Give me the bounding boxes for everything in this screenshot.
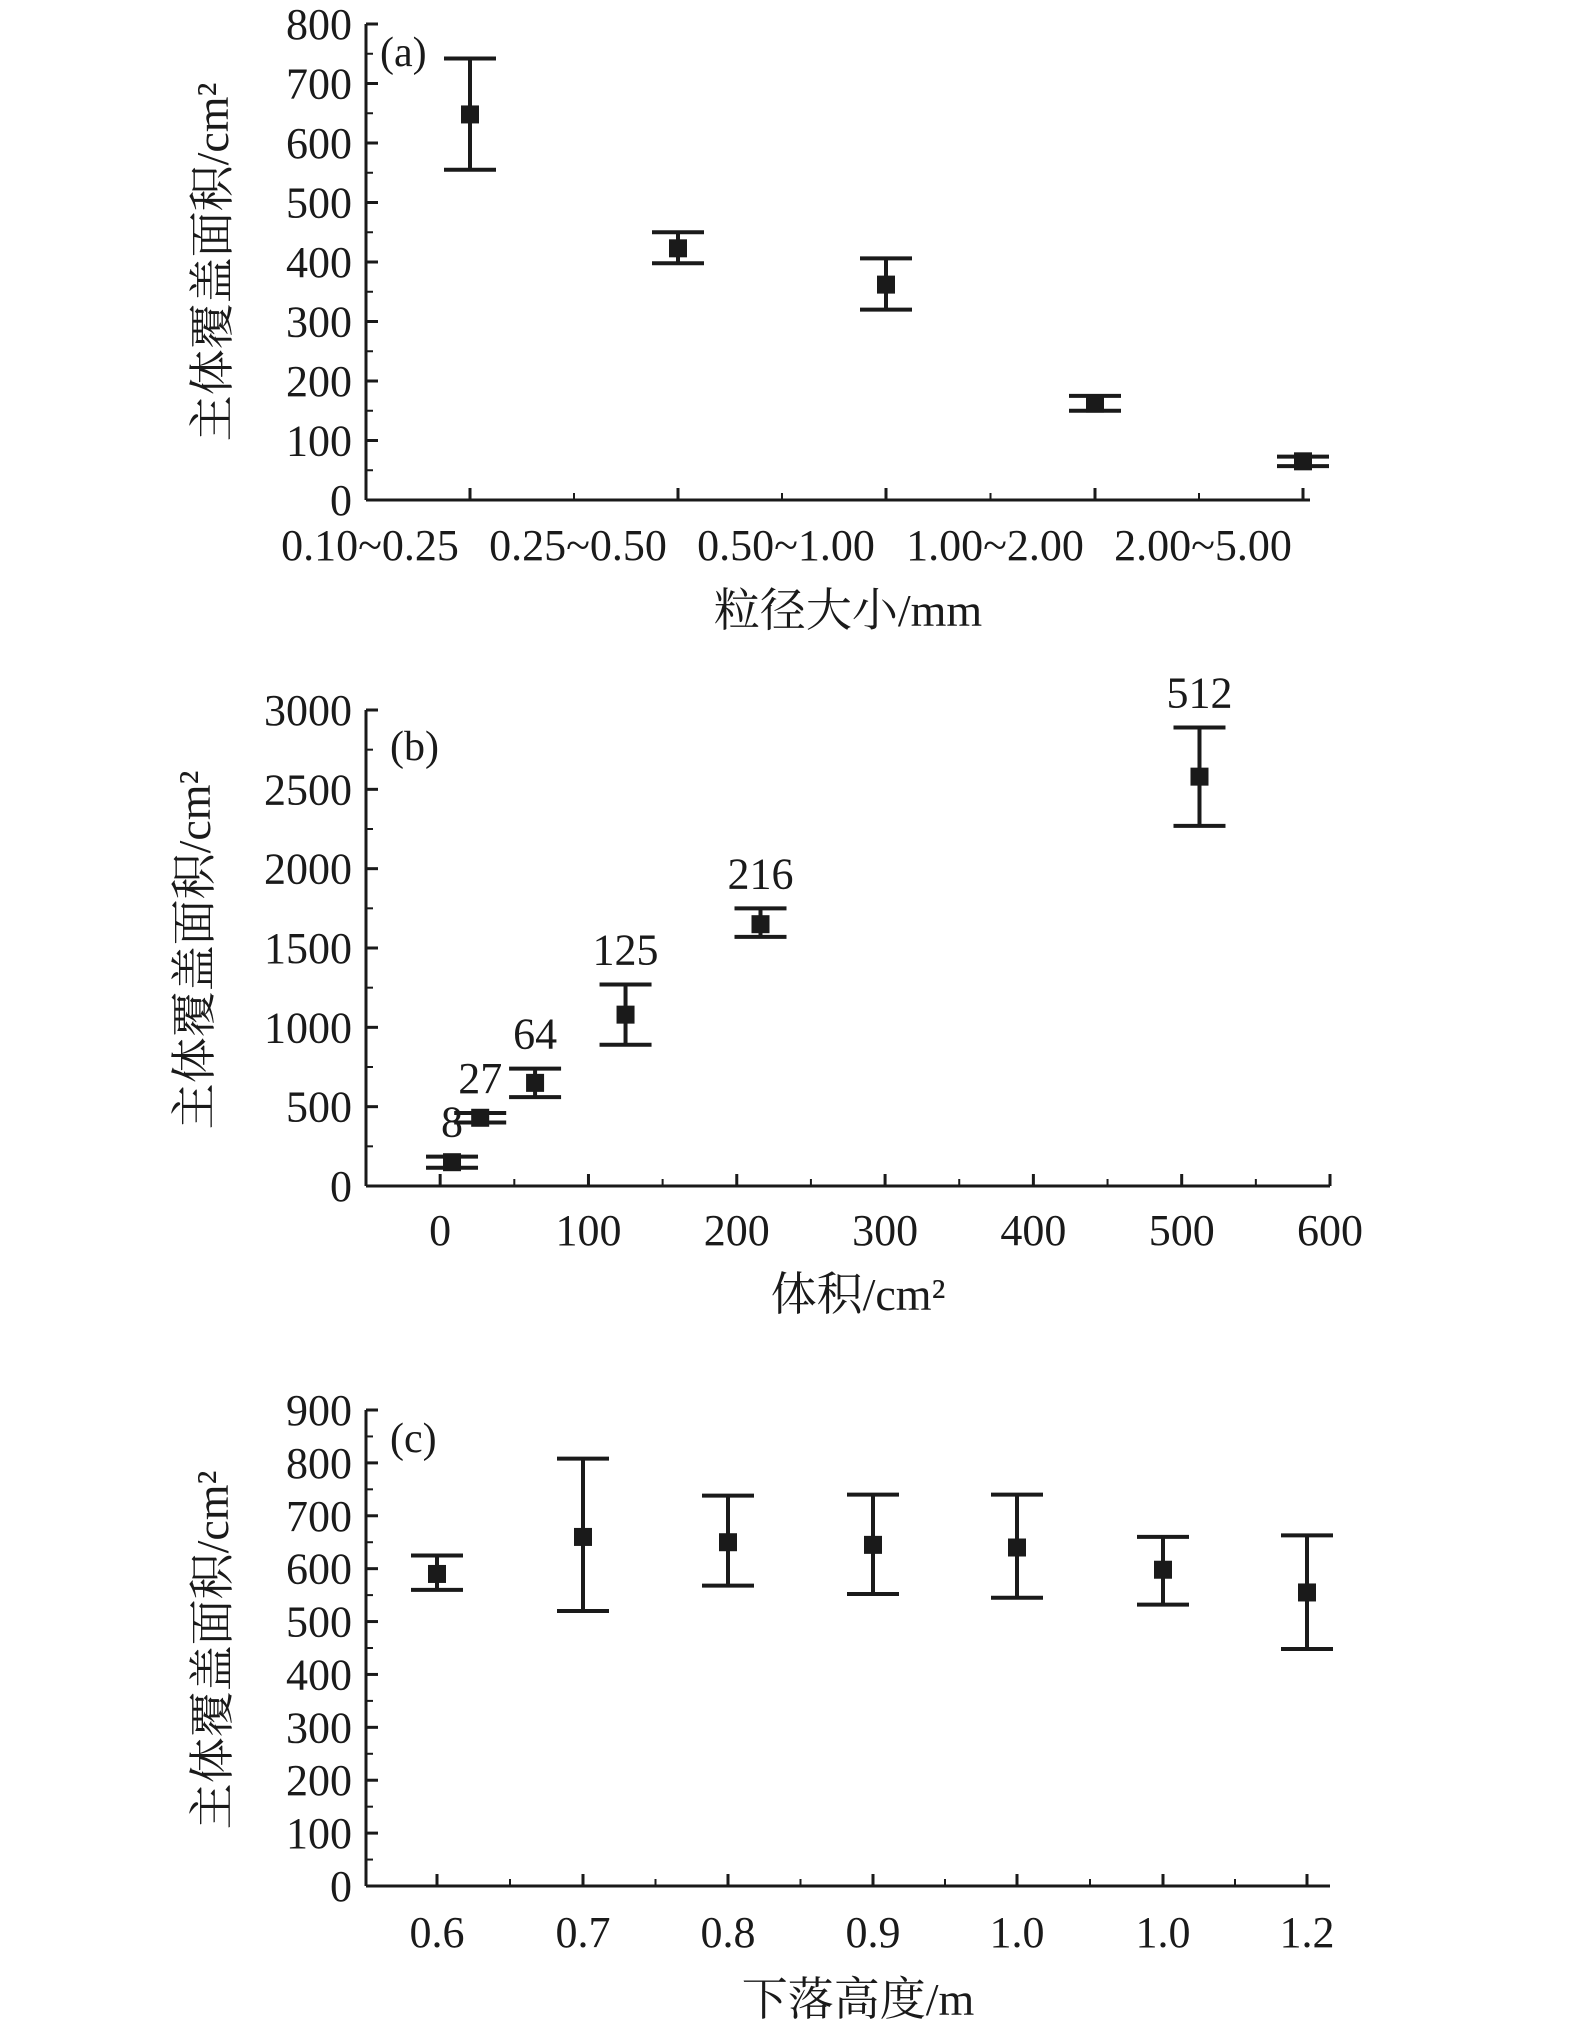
x-tick-label: 600: [1297, 1206, 1363, 1255]
x-tick-label: 100: [555, 1206, 622, 1255]
x-tick-label: 400: [1000, 1206, 1067, 1255]
y-tick-label: 200: [286, 357, 352, 406]
x-tick-label: 1.0: [989, 1908, 1045, 1957]
marker: [669, 239, 687, 257]
data-point: [991, 1495, 1043, 1598]
x-tick-label: 0.9: [845, 1908, 901, 1957]
y-tick-label: 700: [286, 59, 352, 109]
marker: [574, 1528, 592, 1546]
y-tick-label: 500: [286, 1082, 352, 1132]
y-tick-label: 0: [330, 1862, 352, 1911]
x-tick-label: 500: [1148, 1206, 1215, 1255]
y-tick-label: 300: [286, 297, 352, 347]
panel-c: [187, 1386, 1335, 2025]
x-tick-label: 1.2: [1279, 1908, 1335, 1957]
marker: [471, 1109, 489, 1127]
data-point: [426, 1098, 478, 1172]
y-tick-label: 500: [286, 178, 352, 228]
x-tick-label: 300: [852, 1206, 919, 1255]
x-tick-label: 200: [703, 1206, 770, 1255]
y-tick-label: 300: [286, 1703, 352, 1753]
y-axis-title: 主体覆盖面积/cm²: [169, 770, 220, 1130]
data-point: [1277, 452, 1329, 470]
data-point: [702, 1496, 754, 1586]
y-tick-label: 600: [286, 1544, 352, 1594]
x-tick-label: 0: [429, 1206, 452, 1255]
marker: [751, 915, 769, 933]
y-axis-title: 主体覆盖面积/cm²: [187, 1470, 238, 1830]
data-point: [444, 59, 496, 170]
y-tick-label: 2000: [264, 844, 352, 894]
x-tick-label: 0.7: [555, 1908, 611, 1957]
x-tick-label: 0.6: [409, 1908, 465, 1957]
y-tick-label: 100: [286, 416, 352, 466]
y-tick-label: 400: [286, 1650, 352, 1700]
y-tick-label: 0: [330, 476, 352, 525]
y-tick-label: 600: [286, 119, 352, 168]
marker: [1086, 395, 1104, 413]
y-tick-label: 3000: [264, 686, 352, 735]
y-tick-label: 100: [286, 1809, 352, 1859]
x-tick-label: 0.10~0.25: [281, 521, 459, 570]
data-point: [847, 1495, 899, 1594]
marker: [719, 1533, 737, 1551]
x-tick-label: 1.00~2.00: [906, 521, 1084, 570]
data-point: [557, 1459, 609, 1611]
panel-b: [169, 668, 1363, 1320]
data-point: [593, 925, 659, 1044]
y-tick-label: 700: [286, 1491, 352, 1541]
x-axis-title: 下落高度/m: [741, 1974, 975, 2025]
marker: [1154, 1561, 1172, 1579]
data-point: [1166, 668, 1232, 825]
marker: [1294, 452, 1312, 470]
y-axis-title: 主体覆盖面积/cm²: [187, 82, 238, 442]
y-tick-label: 0: [330, 1162, 352, 1211]
marker: [461, 105, 479, 123]
marker: [526, 1074, 544, 1092]
marker: [1008, 1539, 1026, 1557]
x-tick-label: 2.00~5.00: [1114, 521, 1292, 570]
y-tick-label: 800: [286, 1438, 352, 1488]
panel-label: (c): [390, 1416, 437, 1462]
y-tick-label: 1500: [264, 924, 352, 973]
x-tick-label: 0.8: [700, 1908, 756, 1957]
point-label: 8: [441, 1097, 464, 1147]
marker: [1190, 768, 1208, 786]
marker: [617, 1006, 635, 1024]
data-point: [1069, 395, 1121, 413]
y-tick-label: 2500: [264, 765, 352, 815]
y-tick-label: 800: [286, 0, 352, 49]
point-label: 64: [513, 1009, 558, 1059]
marker: [428, 1565, 446, 1583]
marker: [864, 1536, 882, 1554]
point-label: 512: [1166, 668, 1233, 718]
data-point: [652, 232, 704, 263]
y-tick-label: 500: [286, 1597, 352, 1647]
x-axis-title: 体积/cm²: [770, 1269, 946, 1320]
y-tick-label: 900: [286, 1386, 352, 1435]
marker: [443, 1153, 461, 1171]
x-tick-label: 0.50~1.00: [697, 521, 875, 570]
y-tick-label: 400: [286, 238, 352, 287]
x-tick-label: 1.0: [1135, 1908, 1191, 1957]
y-tick-label: 200: [286, 1756, 352, 1806]
panel-label: (b): [390, 724, 439, 770]
panel-a: [187, 0, 1329, 636]
point-label: 125: [592, 925, 659, 975]
data-point: [1281, 1535, 1333, 1649]
point-label: 216: [727, 849, 794, 899]
marker: [1298, 1583, 1316, 1601]
point-label: 27: [458, 1054, 503, 1104]
x-axis-title: 粒径大小/mm: [713, 585, 983, 636]
data-point: [509, 1010, 561, 1098]
y-tick-label: 1000: [264, 1003, 352, 1053]
data-point: [860, 258, 912, 309]
x-tick-label: 0.25~0.50: [489, 521, 667, 570]
data-point: [411, 1555, 463, 1589]
data-point: [727, 849, 793, 937]
data-point: [1137, 1537, 1189, 1605]
marker: [877, 276, 895, 294]
panel-label: (a): [380, 30, 427, 76]
